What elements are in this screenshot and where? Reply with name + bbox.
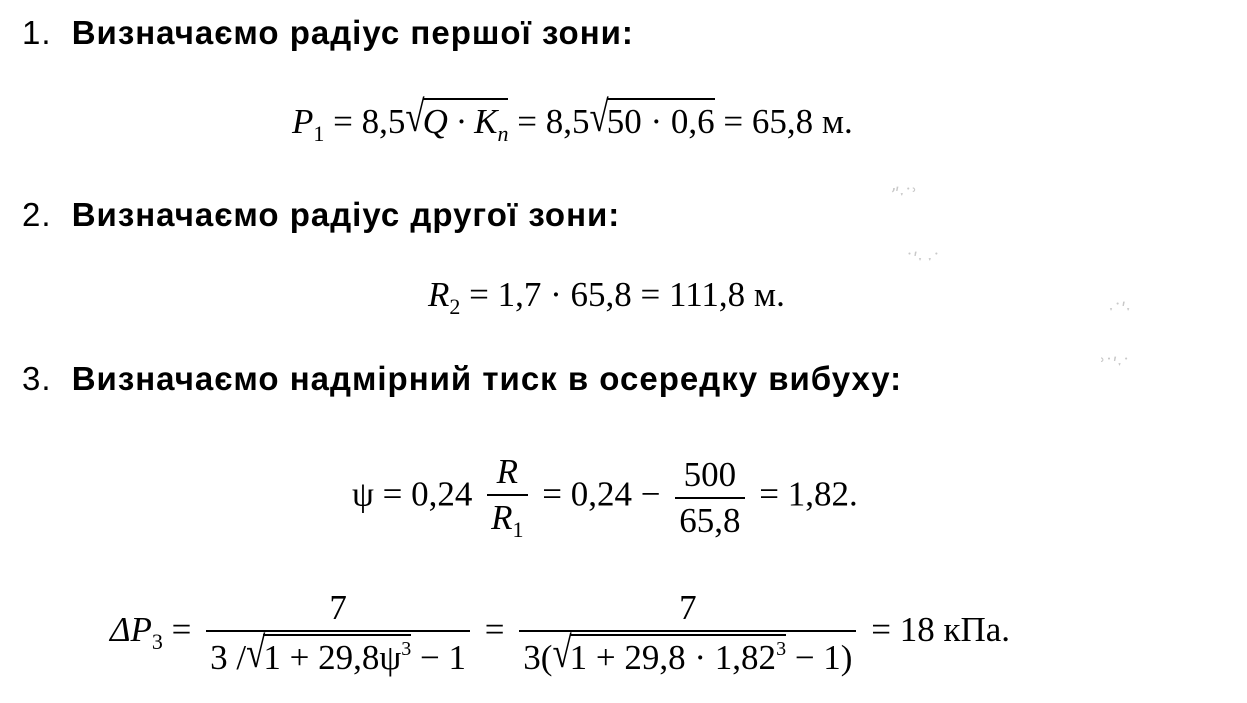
equation-radius-second-zone bbox=[428, 275, 785, 320]
eq3-frac2-num: 500 bbox=[683, 454, 737, 494]
eq4-frac1-den-sup: 3 bbox=[401, 638, 412, 660]
eq1-mid: = 8,5 bbox=[517, 102, 590, 141]
eq4-frac2-den-pre: 3( bbox=[523, 638, 553, 677]
step-3-heading bbox=[22, 360, 902, 398]
eq1-sqrt1-sub: n bbox=[497, 121, 509, 146]
eq4-frac2-sqrt: $√1 + 29,8 \cdot 1,82^3$ bbox=[552, 628, 787, 677]
eq4-frac1-num: 7 bbox=[329, 588, 347, 627]
eq1-sqrt2-body: 50 · 0,6 bbox=[607, 98, 715, 142]
eq2-rhs: = 1,7 · 65,8 = 111,8 м. bbox=[469, 275, 785, 314]
eq1-lhs-sub: 1 bbox=[313, 121, 325, 146]
equation-psi bbox=[352, 452, 858, 543]
eq4-frac1-den-pre: 3 / bbox=[210, 638, 247, 677]
step-1-number: 1. bbox=[22, 14, 52, 51]
eq4-frac2-num: 7 bbox=[679, 588, 697, 627]
eq1-lhs: P bbox=[292, 102, 314, 141]
eq4-lhs: ΔP bbox=[110, 610, 152, 650]
step-1-text: Визначаємо радіус першої зони: bbox=[71, 14, 634, 51]
eq3-fraction-1 bbox=[487, 452, 527, 543]
eq4-result: = 18 кПа. bbox=[871, 610, 1011, 650]
eq3-frac2-den: 65,8 bbox=[675, 497, 744, 541]
eq4-frac1-den-sqrt: 1 + 29,8ψ bbox=[263, 638, 402, 677]
scan-artifact: ʾ˙ʹˑ˙ bbox=[1100, 355, 1130, 376]
eq2-lhs: R bbox=[428, 275, 450, 314]
eq3-lhs: ψ = 0,24 bbox=[352, 474, 473, 514]
eq3-frac1-den-sub: 1 bbox=[512, 517, 524, 542]
step-1-heading bbox=[22, 14, 634, 52]
step-2-number: 2. bbox=[22, 196, 52, 233]
eq4-frac2-den-sup: 3 bbox=[776, 638, 787, 660]
scan-artifact: ʼʹˑ˙ʾ bbox=[890, 185, 917, 206]
step-3-number: 3. bbox=[22, 360, 52, 397]
eq4-eq-sign: = bbox=[171, 610, 192, 650]
eq3-mid: = 0,24 − bbox=[542, 474, 661, 514]
scan-artifact: ˑ˙ʹˑ bbox=[1108, 300, 1131, 321]
scan-artifact: ˙ʹˑ ˑ˙ bbox=[905, 250, 940, 271]
eq1-coef: = 8,5 bbox=[333, 102, 406, 141]
eq4-eq-sign-2: = bbox=[484, 610, 505, 650]
eq1-sqrt1: $√Q \cdot K_n$ bbox=[405, 92, 509, 146]
eq4-frac2-den-sqrt: 1 + 29,8 · 1,82 bbox=[569, 638, 777, 677]
step-2-text: Визначаємо радіус другої зони: bbox=[71, 196, 621, 233]
eq1-result: = 65,8 м. bbox=[723, 102, 853, 141]
equation-radius-first-zone bbox=[292, 92, 853, 147]
eq4-frac1-sqrt: $√1 + 29,8\psi^3$ bbox=[246, 628, 412, 677]
eq2-lhs-sub: 2 bbox=[449, 294, 461, 319]
eq1-sqrt2: √50 · 0,6 bbox=[589, 92, 715, 141]
eq4-fraction-1 bbox=[206, 588, 470, 678]
step-3-text: Визначаємо надмірний тиск в осередку вибуху: bbox=[71, 360, 903, 397]
eq4-lhs-sub: 3 bbox=[151, 629, 163, 655]
step-2-heading bbox=[22, 196, 620, 234]
eq3-result: = 1,82. bbox=[759, 474, 858, 514]
eq1-sqrt1-body: Q · K bbox=[422, 102, 498, 141]
eq3-frac1-den: R bbox=[491, 498, 513, 537]
eq4-frac1-den-post: − 1 bbox=[420, 638, 467, 677]
eq4-fraction-2 bbox=[519, 588, 856, 678]
equation-overpressure bbox=[110, 588, 1010, 678]
eq4-frac2-den-post: − 1) bbox=[794, 638, 853, 677]
eq3-frac1-num: R bbox=[496, 452, 519, 491]
eq3-fraction-2 bbox=[675, 455, 744, 541]
